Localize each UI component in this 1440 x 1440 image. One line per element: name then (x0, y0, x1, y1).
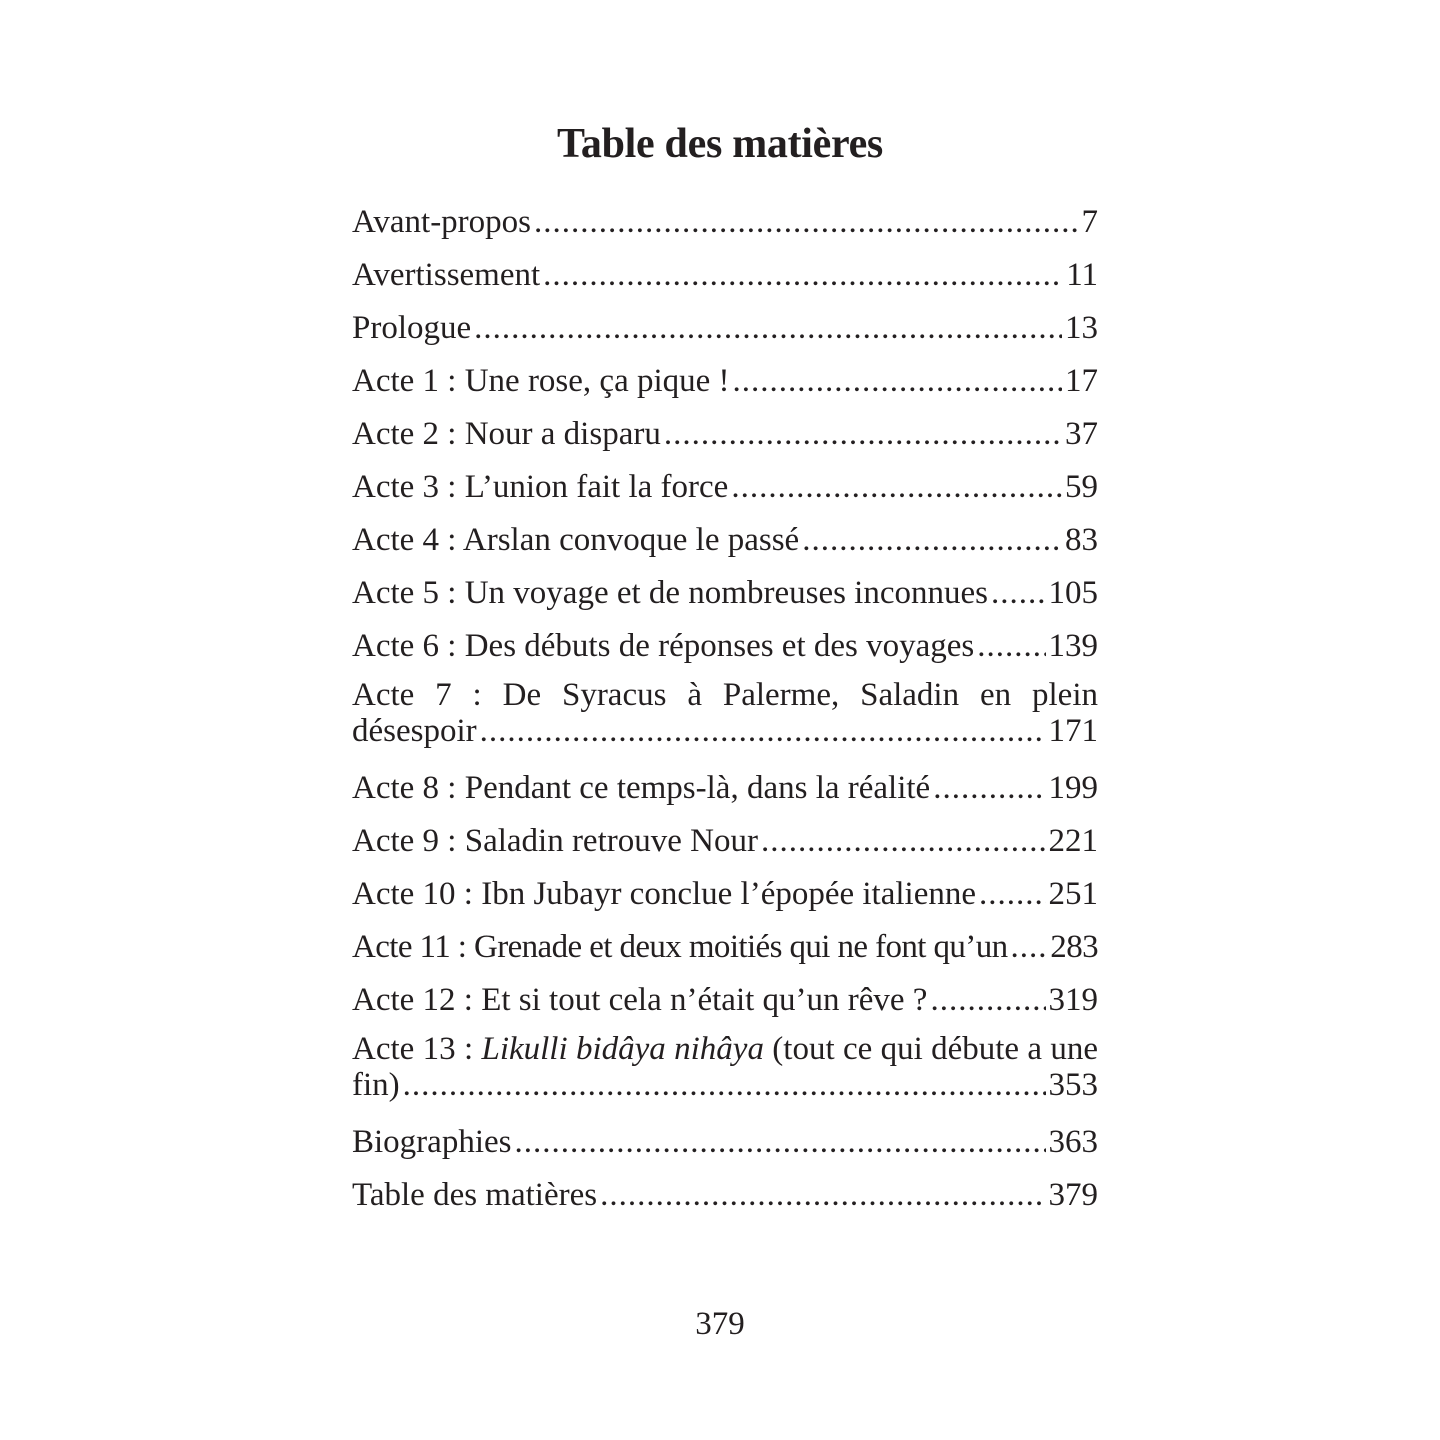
toc-entry-page: 11 (1066, 257, 1098, 293)
toc-entry-page: 251 (1048, 876, 1098, 912)
dot-leader (802, 518, 1062, 562)
toc-entry-title: Acte 10 : Ibn Jubayr conclue l’épopée italienne (352, 876, 977, 912)
toc-entry-title: Acte 2 : Nour a disparu (352, 416, 661, 452)
toc-entry-title: Acte 4 : Arslan convoque le passé (352, 522, 800, 558)
toc-entry-acte-4[interactable] (352, 518, 1098, 571)
toc-entry-acte-12[interactable] (352, 978, 1098, 1031)
toc-entry-title: Avertissement (352, 257, 541, 293)
toc-entry-page: 7 (1081, 204, 1098, 240)
toc-entry-acte-11[interactable] (352, 925, 1098, 978)
toc-entry-page: 353 (1048, 1067, 1098, 1103)
toc-entry-title: Acte 1 : Une rose, ça pique ! (352, 363, 730, 399)
toc-entry-title: Table des matières (352, 1177, 598, 1213)
toc-entry-title: Acte 8 : Pendant ce temps-là, dans la réalité (352, 770, 931, 806)
toc-entry-page: 221 (1048, 823, 1098, 859)
dot-leader (991, 571, 1046, 615)
dot-leader (534, 200, 1078, 244)
dot-leader (600, 1173, 1045, 1217)
toc-entry-page: 199 (1048, 770, 1098, 806)
toc-entry-title: Biographies (352, 1124, 512, 1160)
toc-entry-title-line1 (352, 1031, 1098, 1067)
toc-entry-title: Avant-propos (352, 204, 532, 240)
toc-entry-title: Acte 3 : L’union fait la force (352, 469, 729, 505)
toc-entry-page: 17 (1065, 363, 1098, 399)
toc-entry-acte-7[interactable] (352, 677, 1098, 749)
toc-entry-page: 105 (1048, 575, 1098, 611)
toc-entry-acte-1[interactable] (352, 359, 1098, 412)
table-of-contents (352, 200, 1098, 1226)
toc-entry-page: 139 (1048, 628, 1098, 664)
dot-leader (731, 465, 1062, 509)
dot-leader (474, 306, 1062, 350)
toc-entry-acte-8[interactable] (352, 766, 1098, 819)
dot-leader (977, 624, 1045, 668)
dot-leader (930, 978, 1045, 1022)
dot-leader (543, 253, 1063, 297)
dot-leader (403, 1067, 1046, 1103)
toc-entry-title: Acte 12 : Et si tout cela n’était qu’un rêve ? (352, 982, 928, 1018)
toc-entry-title-line1: Acte 7 : De Syracus à Palerme, Saladin en plein (352, 677, 1098, 713)
toc-entry-avant-propos[interactable] (352, 200, 1098, 253)
toc-entry-italic-title: Likulli bidâya nihâya (481, 1031, 764, 1067)
toc-entry-title: Acte 9 : Saladin retrouve Nour (352, 823, 758, 859)
toc-entry-prefix: Acte 13 : (352, 1031, 482, 1067)
toc-entry-title: Acte 6 : Des débuts de réponses et des voyages (352, 628, 975, 664)
toc-entry-table-des-matieres[interactable] (352, 1173, 1098, 1226)
toc-entry-acte-2[interactable] (352, 412, 1098, 465)
toc-entry-page: 363 (1048, 1124, 1098, 1160)
toc-entry-title-line2: fin) (352, 1067, 400, 1103)
toc-entry-suffix: (tout ce qui débute a une (763, 1031, 1099, 1067)
toc-entry-page: 37 (1065, 416, 1098, 452)
toc-entry-acte-10[interactable] (352, 872, 1098, 925)
dot-leader (761, 819, 1046, 863)
toc-entry-acte-5[interactable] (352, 571, 1098, 624)
toc-entry-page: 59 (1065, 469, 1098, 505)
dot-leader (664, 412, 1062, 456)
toc-entry-avertissement[interactable] (352, 253, 1098, 306)
toc-entry-acte-13[interactable] (352, 1031, 1098, 1103)
toc-entry-title: Acte 5 : Un voyage et de nombreuses inconnues (352, 575, 988, 611)
toc-entry-page: 83 (1065, 522, 1098, 558)
toc-entry-title-line2: désespoir (352, 713, 477, 749)
toc-entry-page: 13 (1065, 310, 1098, 346)
page-number: 379 (695, 1306, 745, 1342)
toc-entry-acte-3[interactable] (352, 465, 1098, 518)
toc-entry-acte-9[interactable] (352, 819, 1098, 872)
toc-entry-title: Prologue (352, 310, 472, 346)
toc-entry-page: 379 (1048, 1177, 1098, 1213)
dot-leader (733, 359, 1062, 403)
toc-entry-prologue[interactable] (352, 306, 1098, 359)
toc-entry-title: Acte 11 : Grenade et deux moitiés qui ne font qu’un (352, 929, 1008, 965)
dot-leader (979, 872, 1045, 916)
dot-leader (933, 766, 1045, 810)
dot-leader (514, 1120, 1045, 1164)
toc-entry-page: 319 (1048, 982, 1098, 1018)
dot-leader (480, 713, 1046, 749)
page-title: Table des matières (557, 121, 883, 167)
toc-entry-acte-6[interactable] (352, 624, 1098, 677)
toc-entry-page: 283 (1050, 929, 1098, 965)
toc-entry-biographies[interactable] (352, 1120, 1098, 1173)
toc-entry-page: 171 (1048, 713, 1098, 749)
dot-leader (1011, 925, 1048, 969)
